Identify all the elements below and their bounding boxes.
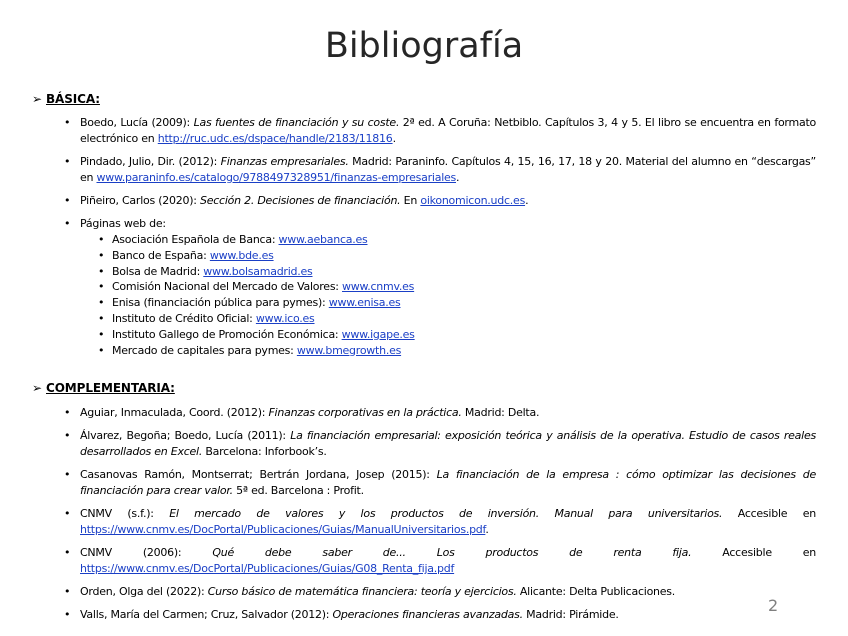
site-link[interactable]: www.aebanca.es bbox=[278, 233, 368, 246]
site-link[interactable]: www.bmegrowth.es bbox=[296, 343, 402, 357]
ref-title: Sección 2. Decisiones de financiación. bbox=[199, 194, 401, 207]
link-cnmv-renta-fija[interactable]: https://www.cnmv.es/DocPortal/Publicaciones/Guias/G08_Renta_fija.pdf bbox=[80, 562, 455, 575]
ref-text: Accesible en bbox=[722, 507, 816, 520]
ref-text: 5ª ed. Barcelona : Profit. bbox=[232, 484, 364, 497]
ref-boedo bbox=[80, 115, 816, 147]
ref-text: Madrid: Paraninfo. Capítulos 4, 15, 16, 17, 18 y 20. Material del alumno en “descargas” en bbox=[80, 155, 816, 184]
site-item bbox=[80, 327, 816, 343]
ref-title: La financiación empresarial: exposición teórica y análisis de la operativa. Estudio de casos reales desarrollados en Excel. bbox=[80, 429, 816, 458]
ref-text: Aguiar, Inmaculada, Coord. (2012): bbox=[80, 406, 269, 419]
ref-text: Orden, Olga del (2022): bbox=[80, 585, 208, 598]
ref-cnmv-renta-fija bbox=[80, 545, 816, 577]
ref-title: El mercado de valores y los productos de inversión. Manual para universitarios. bbox=[169, 507, 723, 520]
site-name: Mercado de capitales para pymes: bbox=[112, 343, 297, 357]
page-number: 2 bbox=[768, 596, 779, 615]
link-paraninfo[interactable]: www.paraninfo.es/catalogo/9788497328951/finanzas-empresariales bbox=[96, 171, 456, 184]
ref-text: . bbox=[392, 132, 396, 145]
ref-title: La financiación de la empresa : cómo optimizar las decisiones de financiación para crear valor. bbox=[80, 468, 816, 497]
site-name: Asociación Española de Banca: bbox=[112, 233, 279, 246]
site-item bbox=[80, 311, 816, 327]
ref-text: Pindado, Julio, Dir. (2012): bbox=[80, 155, 221, 168]
ref-title: Finanzas corporativas en la práctica. bbox=[268, 406, 462, 419]
ref-alvarez bbox=[80, 428, 816, 460]
section-heading-complementaria bbox=[32, 381, 175, 395]
ref-title: Finanzas empresariales. bbox=[220, 155, 349, 168]
site-item bbox=[80, 279, 816, 295]
ref-text: Boedo, Lucía (2009): bbox=[80, 116, 194, 129]
site-item bbox=[80, 248, 816, 264]
link-cnmv-manual[interactable]: https://www.cnmv.es/DocPortal/Publicaciones/Guias/ManualUniversitarios.pdf bbox=[80, 523, 486, 536]
link-ruc-udc[interactable]: http://ruc.udc.es/dspace/handle/2183/11816 bbox=[157, 132, 393, 145]
ref-title: Las fuentes de financiación y su coste. bbox=[193, 116, 400, 129]
site-link[interactable]: www.enisa.es bbox=[328, 296, 401, 310]
site-link[interactable]: www.bolsamadrid.es bbox=[203, 264, 313, 278]
ref-text: CNMV (2006): bbox=[80, 546, 213, 559]
section-label-complementaria: COMPLEMENTARIA: bbox=[46, 381, 175, 395]
arrow-bullet-icon: ➢ bbox=[32, 92, 42, 106]
page-title: Bibliografía bbox=[324, 26, 524, 66]
site-item bbox=[80, 343, 816, 359]
site-link[interactable]: www.cnmv.es bbox=[342, 280, 415, 294]
site-link[interactable]: www.igape.es bbox=[341, 327, 415, 341]
ref-text: Piñeiro, Carlos (2020): bbox=[80, 194, 200, 207]
ref-text: CNMV (s.f.): bbox=[80, 507, 170, 520]
ref-text: En bbox=[400, 194, 421, 207]
site-item bbox=[80, 264, 816, 280]
ref-web-pages bbox=[80, 216, 816, 358]
site-name: Comisión Nacional del Mercado de Valores: bbox=[112, 280, 343, 294]
ref-pineiro bbox=[80, 193, 816, 209]
ref-title: Qué debe saber de... Los productos de renta fija. bbox=[212, 546, 692, 559]
ref-text: Barcelona: Inforbook’s. bbox=[202, 445, 327, 458]
ref-valls bbox=[80, 607, 816, 623]
ref-text: Accesible en bbox=[691, 546, 817, 559]
ref-cnmv-manual bbox=[80, 506, 816, 538]
ref-casanovas bbox=[80, 467, 816, 499]
ref-orden bbox=[80, 584, 816, 600]
ref-text: 2ª ed. A Coruña: Netbiblo. Capítulos 3, 4 y 5. El libro se encuentra en formato electrónico en bbox=[80, 116, 816, 145]
link-oikonomicon[interactable]: oikonomicon.udc.es bbox=[420, 194, 526, 207]
ref-text: Madrid: Pirámide. bbox=[522, 608, 619, 621]
web-sites-list bbox=[80, 232, 816, 358]
ref-text: Alicante: Delta Publicaciones. bbox=[516, 585, 676, 598]
ref-text: . bbox=[456, 171, 460, 184]
site-name: Enisa (financiación pública para pymes): bbox=[112, 296, 329, 310]
site-name: Instituto Gallego de Promoción Económica: bbox=[112, 327, 342, 341]
site-name: Bolsa de Madrid: bbox=[112, 264, 204, 278]
section-heading-basica bbox=[32, 92, 100, 106]
arrow-bullet-icon: ➢ bbox=[32, 381, 42, 395]
ref-title: Operaciones financieras avanzadas. bbox=[332, 608, 523, 621]
site-link[interactable]: www.bde.es bbox=[209, 248, 274, 262]
site-name: Instituto de Crédito Oficial: bbox=[112, 311, 256, 325]
ref-pindado bbox=[80, 154, 816, 186]
ref-text: . bbox=[485, 523, 489, 536]
ref-title: Curso básico de matemática financiera: teoría y ejercicios. bbox=[207, 585, 517, 598]
ref-text: Valls, María del Carmen; Cruz, Salvador (2012): bbox=[80, 608, 333, 621]
site-item bbox=[80, 295, 816, 311]
site-link[interactable]: www.ico.es bbox=[255, 311, 315, 325]
ref-text: Álvarez, Begoña; Boedo, Lucía (2011): bbox=[80, 429, 291, 442]
section-label-basica: BÁSICA: bbox=[46, 92, 100, 106]
ref-aguiar bbox=[80, 405, 816, 421]
ref-text: Casanovas Ramón, Montserrat; Bertrán Jordana, Josep (2015): bbox=[80, 468, 437, 481]
ref-text: Madrid: Delta. bbox=[461, 406, 540, 419]
web-pages-intro: Páginas web de: bbox=[80, 217, 166, 230]
site-item bbox=[80, 232, 816, 248]
site-name: Banco de España: bbox=[112, 248, 210, 262]
ref-text: . bbox=[525, 194, 529, 207]
